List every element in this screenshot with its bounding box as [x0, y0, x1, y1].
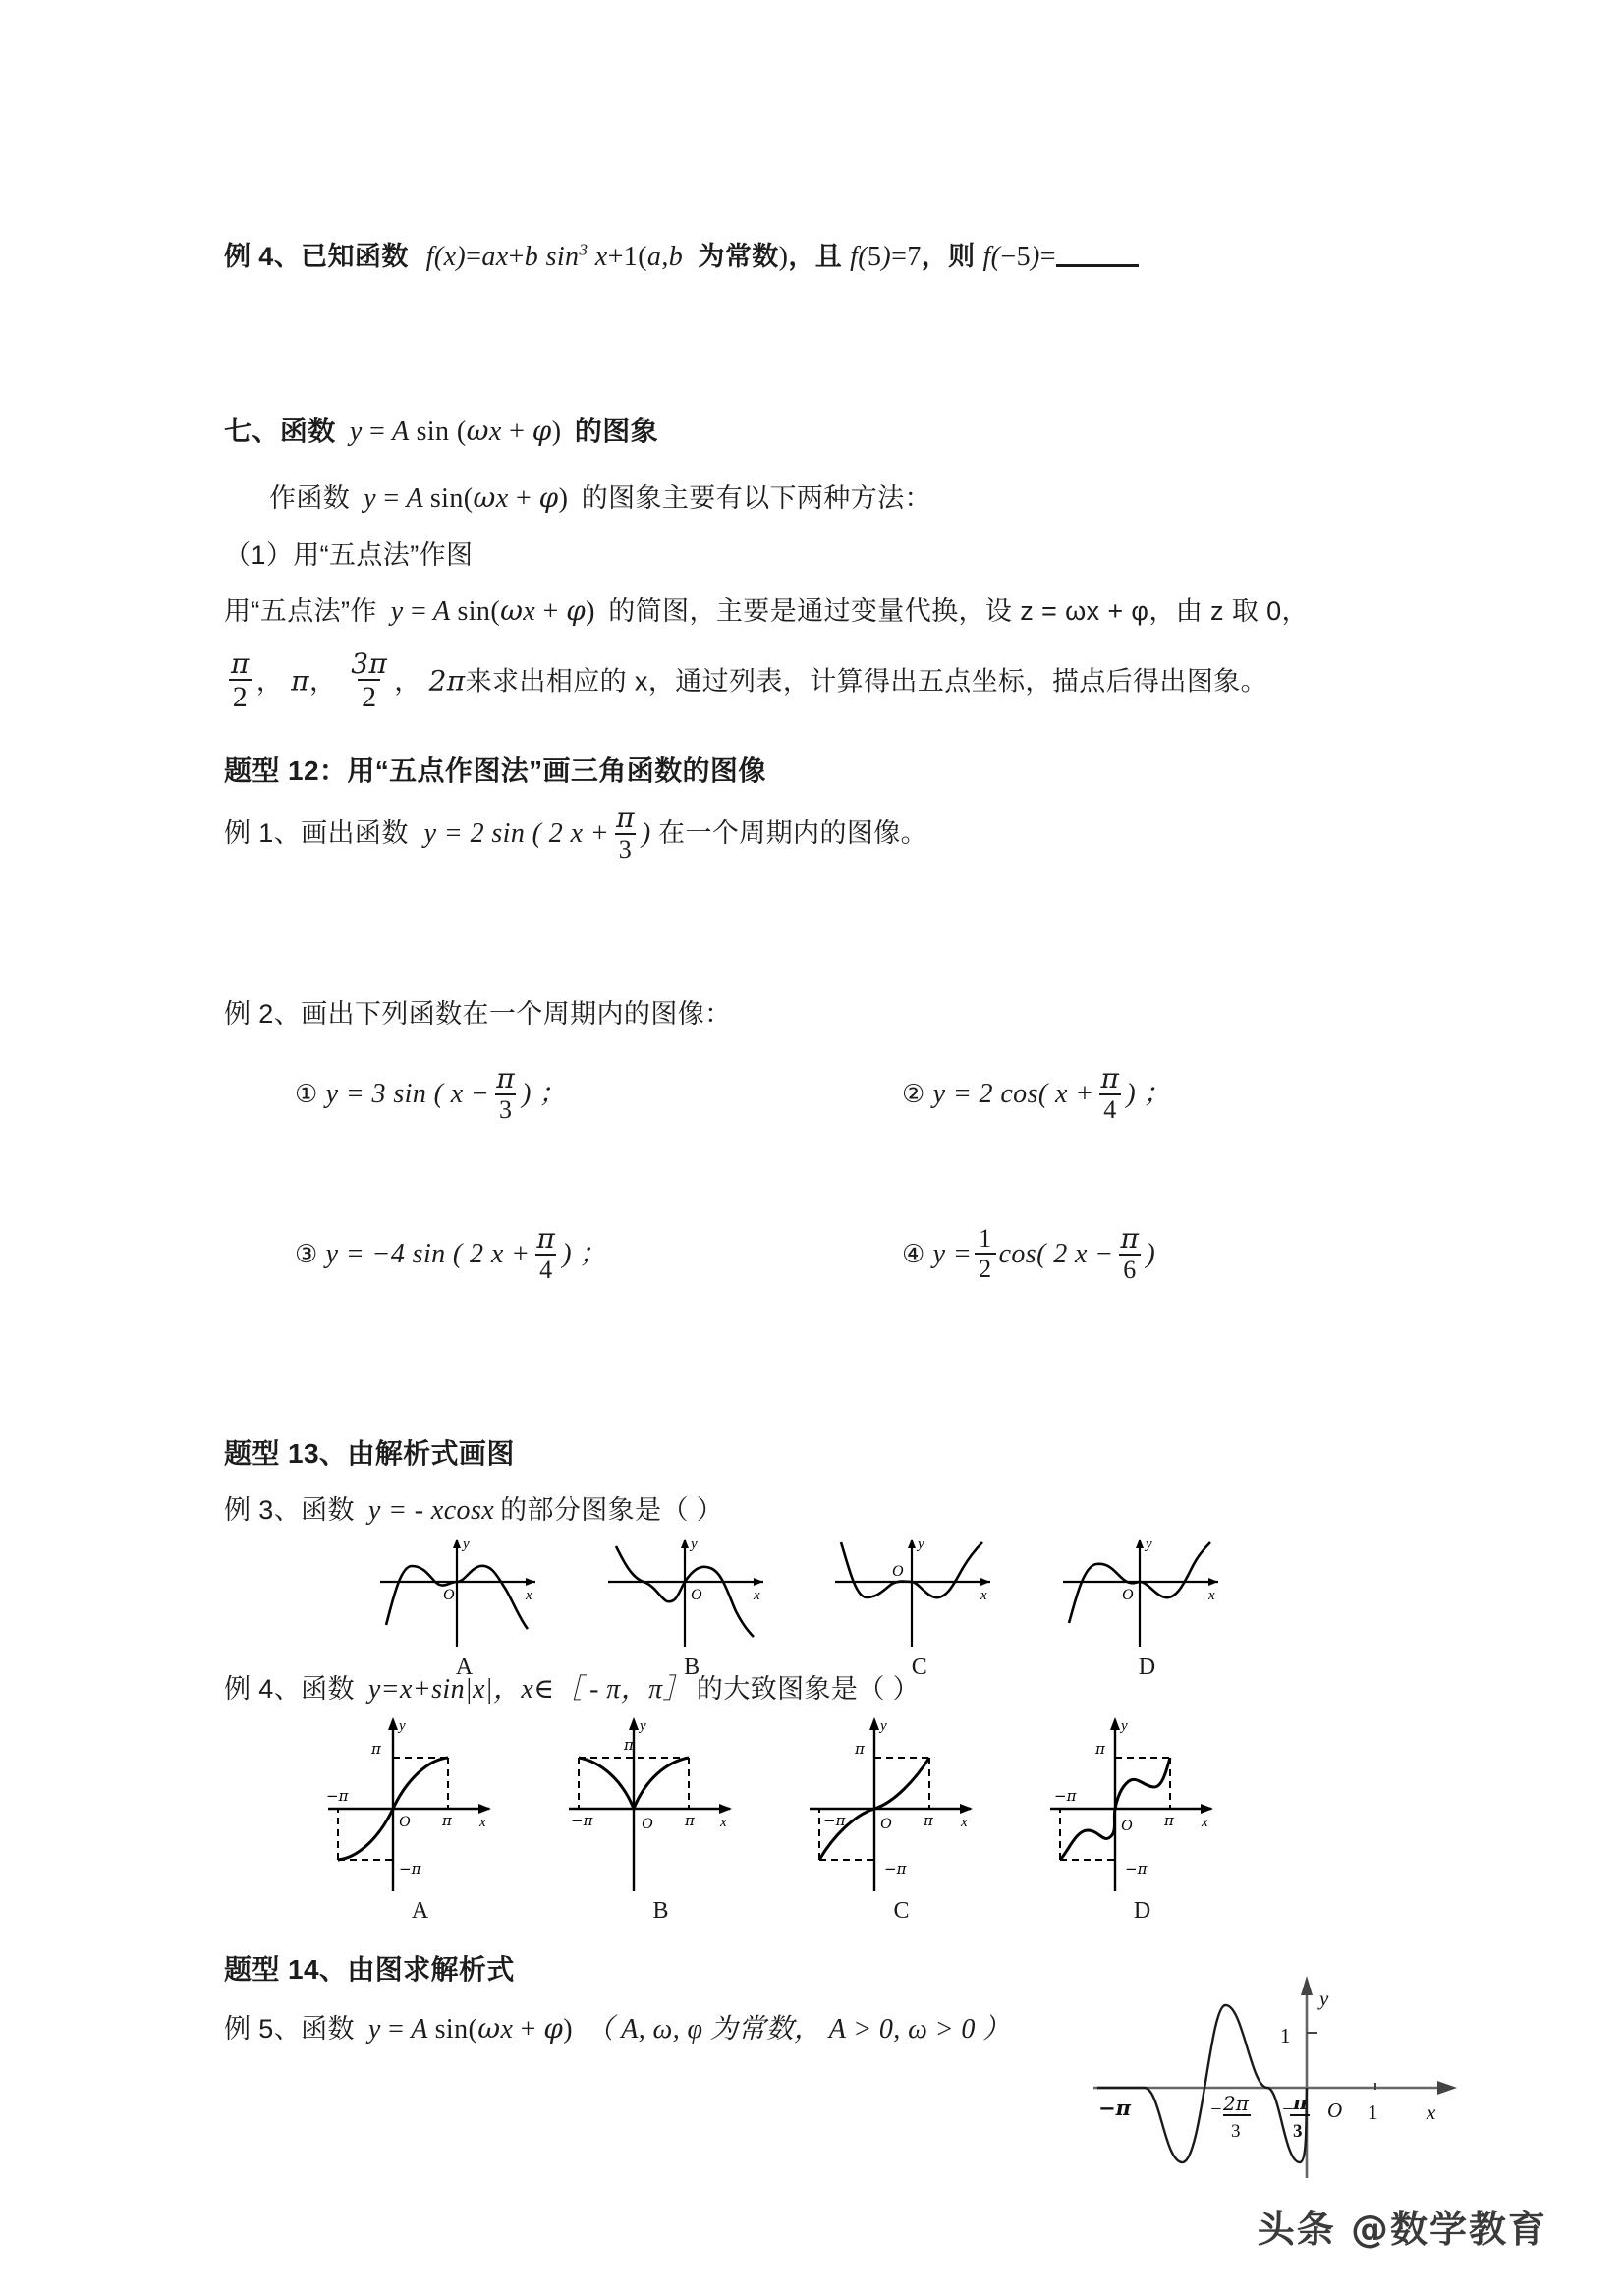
- final-y-tick-label: 1: [1280, 2024, 1291, 2047]
- example4-top-formula2: f(5)=7: [850, 242, 922, 272]
- option4-D-label: D: [1133, 1898, 1151, 1924]
- tick-pi-x: π: [1164, 1812, 1174, 1829]
- tick-pi-x: π: [685, 1812, 695, 1829]
- tick-minus-2: −: [1281, 2099, 1295, 2120]
- tick-neg-pi-label: −π: [1098, 2096, 1131, 2120]
- y-axis-arrow: [908, 1539, 916, 1548]
- y-axis-arrow: [681, 1539, 689, 1548]
- intro-line1-post: 的图象主要有以下两种方法：: [581, 483, 931, 513]
- example2-label: 例 2、: [224, 999, 302, 1029]
- final-sine-graph: [1066, 1950, 1479, 2181]
- answer-blank: [1056, 264, 1139, 267]
- option-C-label: C: [911, 1654, 927, 1680]
- y-axis-label: y: [1145, 1537, 1152, 1552]
- origin-label: O: [892, 1563, 904, 1580]
- tick-neg-pi-y: −π: [1125, 1860, 1148, 1877]
- example4-option-B[interactable]: [565, 1714, 756, 1925]
- section7-heading: [224, 410, 658, 453]
- y-axis-label: y: [918, 1537, 924, 1552]
- example2-text: 画出下列函数在一个周期内的图像：: [301, 999, 732, 1029]
- example5-label: 例 5、: [224, 2014, 302, 2044]
- y-axis-arrow: [453, 1539, 461, 1548]
- example4-top-label: 例 4、: [224, 242, 302, 271]
- example4-top-formula: f(x)=ax+b $\sin^3 x+1(a,b$: [425, 240, 684, 272]
- item2-marker: ②: [902, 1079, 925, 1109]
- tick-pi-y: π: [1095, 1740, 1105, 1758]
- topic12-heading: 题型 12：用“五点作图法”画三角函数的图像: [224, 756, 766, 786]
- x-axis-arrow: [960, 1804, 973, 1814]
- option4-A-label: A: [411, 1898, 429, 1924]
- tick-neg-pi: −π: [571, 1812, 593, 1829]
- tick-neg-pi-y: −π: [399, 1860, 421, 1877]
- item3-frac: $\frac{\pi}{4}$: [536, 1222, 556, 1285]
- y-axis-label: y: [463, 1537, 470, 1552]
- tick-minus-1: −: [1209, 2099, 1223, 2120]
- item4-marker: ④: [902, 1239, 925, 1269]
- topic12-example1: [224, 802, 928, 866]
- example4-top-line: 例 4、已知函数 f(x)=ax+b $\sin^3 x+1(a,b$ 为常数)，且 f(5)=7，则 f(−5)=: [224, 236, 1139, 278]
- intro-line3: [224, 589, 1309, 633]
- x-axis-label: x: [479, 1815, 486, 1830]
- svg-text:3: 3: [1231, 2121, 1241, 2142]
- option4-C-label: C: [893, 1898, 910, 1924]
- option-D-graph: [1061, 1535, 1233, 1652]
- tick-neg-pi: −π: [1054, 1787, 1077, 1805]
- example4-mid-label: 例 4、: [224, 1674, 302, 1704]
- intro-line1-formula: y = A sin(ωx + φ): [364, 481, 569, 514]
- intro-line1-pre: 作函数: [269, 483, 351, 513]
- example3-option-C[interactable]: [833, 1535, 1005, 1681]
- intro-line4-tail: 来求出相应的 x，通过列表，计算得出五点坐标，描点后得出图象。: [465, 666, 1268, 697]
- origin-label: O: [1121, 1818, 1133, 1834]
- intro-line3-post: 的简图，主要是通过变量代换，设 z = ωx + φ，由 z 取 0，: [608, 596, 1309, 626]
- frac-pi-2: $\frac{\pi}{2}$: [227, 649, 253, 713]
- frac-3pi-2: $\frac{3\pi}{2}$: [351, 647, 388, 714]
- example3-formula: y = - xcosx: [367, 1495, 495, 1526]
- example2-line: [224, 994, 732, 1036]
- option4-C-graph: [806, 1714, 997, 1896]
- tick-pi-x: π: [442, 1812, 452, 1829]
- option4-A-graph: [324, 1714, 516, 1896]
- y-axis-arrow: [629, 1717, 639, 1730]
- example5-line: [224, 2007, 1011, 2050]
- final-y-axis-label: y: [1319, 1987, 1329, 2010]
- final-x-axis-label: x: [1427, 2100, 1436, 2124]
- option-B-label: B: [684, 1654, 700, 1680]
- option4-D-graph: [1046, 1714, 1238, 1896]
- final-x-tick-label: 1: [1368, 2100, 1378, 2124]
- svg-text:3: 3: [1293, 2121, 1303, 2142]
- origin-label: O: [642, 1816, 653, 1832]
- x-axis-label: x: [1207, 1588, 1215, 1603]
- option4-B-graph: [565, 1714, 756, 1896]
- y-axis-arrow: [869, 1717, 879, 1730]
- example3-option-A[interactable]: [378, 1535, 550, 1681]
- x-axis-label: x: [720, 1815, 727, 1830]
- y-axis-label: y: [1121, 1718, 1128, 1734]
- option-A-label: A: [455, 1654, 474, 1680]
- section7-title-tail: 的图象: [574, 416, 659, 446]
- example4-option-C[interactable]: [806, 1714, 997, 1925]
- intro-line3-formula: y = A sin(ωx + φ): [390, 594, 595, 627]
- example3-line: [224, 1489, 723, 1532]
- svg-text:2π: 2π: [1223, 2092, 1249, 2115]
- item2-formula: y = 2 cos( x + $\frac{\pi}{4}$ ) ；: [932, 1062, 1171, 1125]
- frac-pi-3: $\frac{\pi}{3}$: [616, 802, 635, 865]
- section7-number: 七、: [224, 416, 280, 446]
- watermark: 头条 @数学教育: [1257, 2208, 1547, 2251]
- x-axis-arrow: [980, 1578, 990, 1586]
- final-y-axis-arrow: [1301, 1976, 1313, 1995]
- example1-formula: y = 2 sin ( 2 x + $\frac{\pi}{3}$ ): [423, 802, 651, 865]
- tick-pi-y: π: [855, 1740, 865, 1758]
- section7-title-cn: 函数: [279, 416, 336, 446]
- two-pi-symbol: 2π: [428, 664, 466, 698]
- option-D-label: D: [1138, 1654, 1156, 1680]
- final-sine-curve: [1097, 2005, 1307, 2162]
- svg-text:π: π: [1293, 2091, 1308, 2114]
- x-axis-label: x: [961, 1815, 968, 1830]
- topic14-heading: 题型 14、由图求解析式: [224, 1954, 515, 1985]
- example4-mid-text-post: 的大致图象是（ ）: [696, 1674, 921, 1704]
- y-axis-label: y: [880, 1718, 887, 1734]
- item3-formula: y = −4 sin ( 2 x + $\frac{\pi}{4}$ ) ；: [325, 1222, 607, 1285]
- y-axis-arrow: [1136, 1539, 1144, 1548]
- tick-pi-y: π: [624, 1736, 634, 1754]
- example4-options-row: [324, 1714, 1238, 1925]
- final-graph-container: [1066, 1950, 1479, 2181]
- example4-option-A[interactable]: [324, 1714, 516, 1925]
- x-axis-label: x: [1202, 1815, 1208, 1830]
- tick-pi-x: π: [924, 1812, 933, 1829]
- x-axis-arrow: [1208, 1578, 1218, 1586]
- intro-line1: [224, 476, 931, 520]
- origin-label: O: [690, 1587, 702, 1603]
- tick-2pi-3: [1222, 2092, 1251, 2142]
- example3-option-B[interactable]: [606, 1535, 778, 1681]
- example1-pre: 画出函数: [301, 817, 409, 848]
- item4-formula: y = $\frac{1}{2}$ cos( 2 x − $\frac{\pi}{6}$ ): [932, 1222, 1156, 1285]
- section7-formula: y = A sin (ωx + φ): [349, 415, 562, 447]
- intro-line4: $\frac{\pi}{2}$ ， π， $\frac{3\pi}{2}$ ， 2π来求出相应的 x，通过列表，计算得出五点坐标，描点后得出图象。: [224, 651, 1267, 715]
- example2-item-4: [902, 1222, 1156, 1286]
- example5-formula: y = A sin(ωx + φ): [367, 2012, 574, 2044]
- tick-neg-pi: −π: [326, 1787, 349, 1805]
- y-axis-arrow: [1110, 1717, 1120, 1730]
- example2-item-1: [295, 1062, 567, 1126]
- x-axis-arrow: [754, 1578, 763, 1586]
- tick-pi-y: π: [371, 1740, 381, 1758]
- example2-item-2: [902, 1062, 1171, 1126]
- item1-marker: ①: [295, 1079, 318, 1109]
- example3-text-pre: 函数: [301, 1495, 355, 1525]
- origin-label: O: [443, 1587, 455, 1603]
- x-axis-label: x: [526, 1588, 532, 1603]
- tick-neg-pi-y: −π: [884, 1860, 907, 1877]
- example4-top-formula3: f(−5)=: [982, 242, 1056, 272]
- option4-B-label: B: [652, 1898, 669, 1924]
- example4-mid-formula: y=x+sin|x|，x∈［ - π，π］: [367, 1674, 691, 1705]
- example4-mid-line: [224, 1668, 920, 1710]
- topic13-heading: 题型 13、由解析式画图: [224, 1438, 515, 1469]
- example3-option-D[interactable]: [1061, 1535, 1233, 1681]
- item3-marker: ③: [295, 1239, 318, 1269]
- origin-label: O: [880, 1816, 892, 1832]
- intro-line2: （1）用“五点法”作图: [224, 540, 474, 570]
- item1-frac: $\frac{\pi}{3}$: [496, 1062, 516, 1125]
- example2-item-3: [295, 1222, 607, 1286]
- y-axis-label: y: [399, 1718, 406, 1734]
- y-axis-arrow: [388, 1717, 398, 1730]
- x-axis-label: x: [753, 1588, 760, 1603]
- example3-options-row: [378, 1535, 1233, 1681]
- example4-option-D[interactable]: [1046, 1714, 1238, 1925]
- x-axis-arrow: [478, 1804, 491, 1814]
- example5-cond: （ A, ω, φ 为常数， A > 0, ω > 0 ）: [586, 2014, 1011, 2044]
- example1-post: 在一个周期内的图像。: [658, 817, 928, 848]
- tick-neg-pi: −π: [823, 1812, 846, 1829]
- origin-label: O: [399, 1814, 411, 1830]
- item1-formula: y = 3 sin ( x − $\frac{\pi}{3}$ ) ；: [325, 1062, 567, 1125]
- final-origin-label: O: [1327, 2099, 1343, 2122]
- example1-label: 例 1、: [224, 817, 302, 848]
- x-axis-arrow: [719, 1804, 732, 1814]
- origin-label: O: [1121, 1587, 1134, 1603]
- final-x-axis-arrow: [1437, 2081, 1457, 2095]
- example3-text-post: 的部分图象是（ ）: [500, 1495, 724, 1525]
- example3-label: 例 3、: [224, 1495, 302, 1525]
- example4-mid-text-pre: 函数: [301, 1674, 355, 1704]
- example5-pre: 函数: [301, 2014, 355, 2044]
- option-B-graph: [606, 1535, 778, 1652]
- item4-frac: $\frac{\pi}{6}$: [1120, 1222, 1140, 1285]
- x-axis-arrow: [526, 1578, 535, 1586]
- item2-frac: $\frac{\pi}{4}$: [1100, 1062, 1120, 1125]
- y-axis-label: y: [640, 1718, 646, 1734]
- x-axis-label: x: [980, 1588, 987, 1603]
- pi-symbol: π: [291, 664, 309, 698]
- y-axis-label: y: [690, 1537, 698, 1552]
- option-A-graph: [378, 1535, 550, 1652]
- item4-coef-frac: $\frac{1}{2}$: [975, 1225, 995, 1283]
- x-axis-arrow: [1201, 1804, 1213, 1814]
- intro-line3-pre: 用“五点法”作: [224, 596, 377, 626]
- example4-top-text-before: 已知函数: [301, 242, 409, 271]
- option-C-graph: [833, 1535, 1005, 1652]
